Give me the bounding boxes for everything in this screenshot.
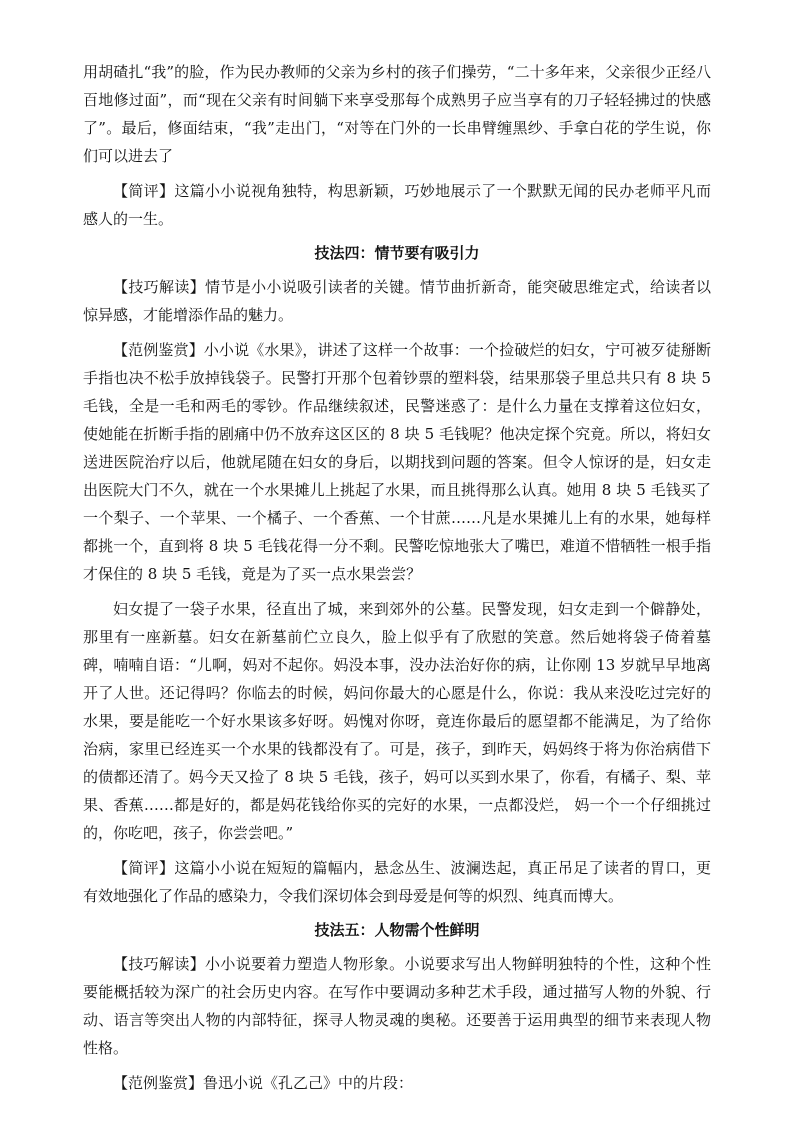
paragraph-story-ending: 用胡碴扎“我”的脸，作为民办教师的父亲为乡村的孩子们操劳，“二十多年来，父亲很少正经八百地修过面”，而“现在父亲有时间躺下来享受那每个成熟男子应当享有的刀子轻轻拂过的快感了”。最后，修面结束，“我”走出门，“对等在门外的一长串臂缠黑纱、手拿白花的学生说，你们可以进去了 <box>83 63 711 165</box>
paragraph-comment-1: 【简评】这篇小小说视角独特，构思新颖，巧妙地展示了一个默默无闻的民办老师平凡而感人的一生。 <box>83 182 711 228</box>
paragraph-technique-4-explanation: 【技巧解读】情节是小小说吸引读者的关键。情节曲折新奇，能突破思维定式，给读者以惊异感，才能增添作品的魅力。 <box>83 278 711 324</box>
paragraph-example-cemetery: 妇女提了一袋子水果，径直出了城，来到郊外的公墓。民警发现，妇女走到一个僻静处，那里有一座新墓。妇女在新墓前伫立良久，脸上似乎有了欣慰的笑意。然后她将袋子倚着墓碑，喃喃自语：“儿啊，妈对不起你。妈没本事，没办法治好你的病，让你刚 13 岁就早早地离开了人世。还记得吗？你临去的时候，妈问你最大的心愿是什么，你说：我从来没吃过完好的水果，要是能吃一个好水果该多好呀。妈愧对你呀，竟连你最后的愿望都不能满足，为了给你治病，家里已经连买一个水果的钱都没有了。可是，孩子，到昨天，妈妈终于将为你治病借下的债都还清了。妈今天又捡了 8 块 5 毛钱，孩子，妈可以买到水果了，你看，有橘子、梨、苹果、香蕉……都是好的，都是妈花钱给你买的完好的水果，一点都没烂， 妈一个一个仔细挑过的，你吃吧，孩子，你尝尝吧。” <box>83 600 711 842</box>
document-page <box>83 58 711 1097</box>
heading-technique-4: 技法四：情节要有吸引力 <box>314 244 480 262</box>
heading-technique-5: 技法五：人物需个性鲜明 <box>314 921 480 939</box>
paragraph-example-kongyiji: 【范例鉴赏】鲁迅小说《孔乙己》中的片段： <box>113 1074 414 1092</box>
paragraph-comment-2: 【简评】这篇小小说在短短的篇幅内，悬念丛生、波澜迭起，真正吊足了读者的胃口，更有效地强化了作品的感染力，令我们深切体会到母爱是何等的炽烈、纯真而博大。 <box>83 859 711 905</box>
paragraph-example-fruit: 【范例鉴赏】小小说《水果》，讲述了这样一个故事：一个捡破烂的妇女，宁可被歹徒掰断手指也决不松手放掉钱袋子。民警打开那个包着钞票的塑料袋，结果那袋子里总共只有 8 块 5 毛钱，全是一毛和两毛的零钞。作品继续叙述，民警迷惑了：是什么力量在支撑着这位妇女，使她能在折断手指的剧痛中仍不放弃这区区的 8 块 5 毛钱呢？他决定探个究竟。所以，将妇女送进医院治疗以后，他就尾随在妇女的身后，以期找到问题的答案。但令人惊讶的是，妇女走出医院大门不久，就在一个水果摊儿上挑起了水果，而且挑得那么认真。她用 8 块 5 毛钱买了一个梨子、一个苹果、一个橘子、一个香蕉、一个甘蔗……凡是水果摊儿上有的水果，她每样都挑一个，直到将 8 块 5 毛钱花得一分不剩。民警吃惊地张大了嘴巴，难道不惜牺牲一根手指才保住的 8 块 5 毛钱，竟是为了买一点水果尝尝？ <box>83 341 711 583</box>
paragraph-technique-5-explanation: 【技巧解读】小小说要着力塑造人物形象。小说要求写出人物鲜明独特的个性，这种个性要能概括较为深广的社会历史内容。在写作中要调动多种艺术手段，通过描写人物的外貌、行动、语言等突出人物的内部特征，探寻人物灵魂的奥秘。还要善于运用典型的细节来表现人物性格。 <box>83 955 711 1057</box>
